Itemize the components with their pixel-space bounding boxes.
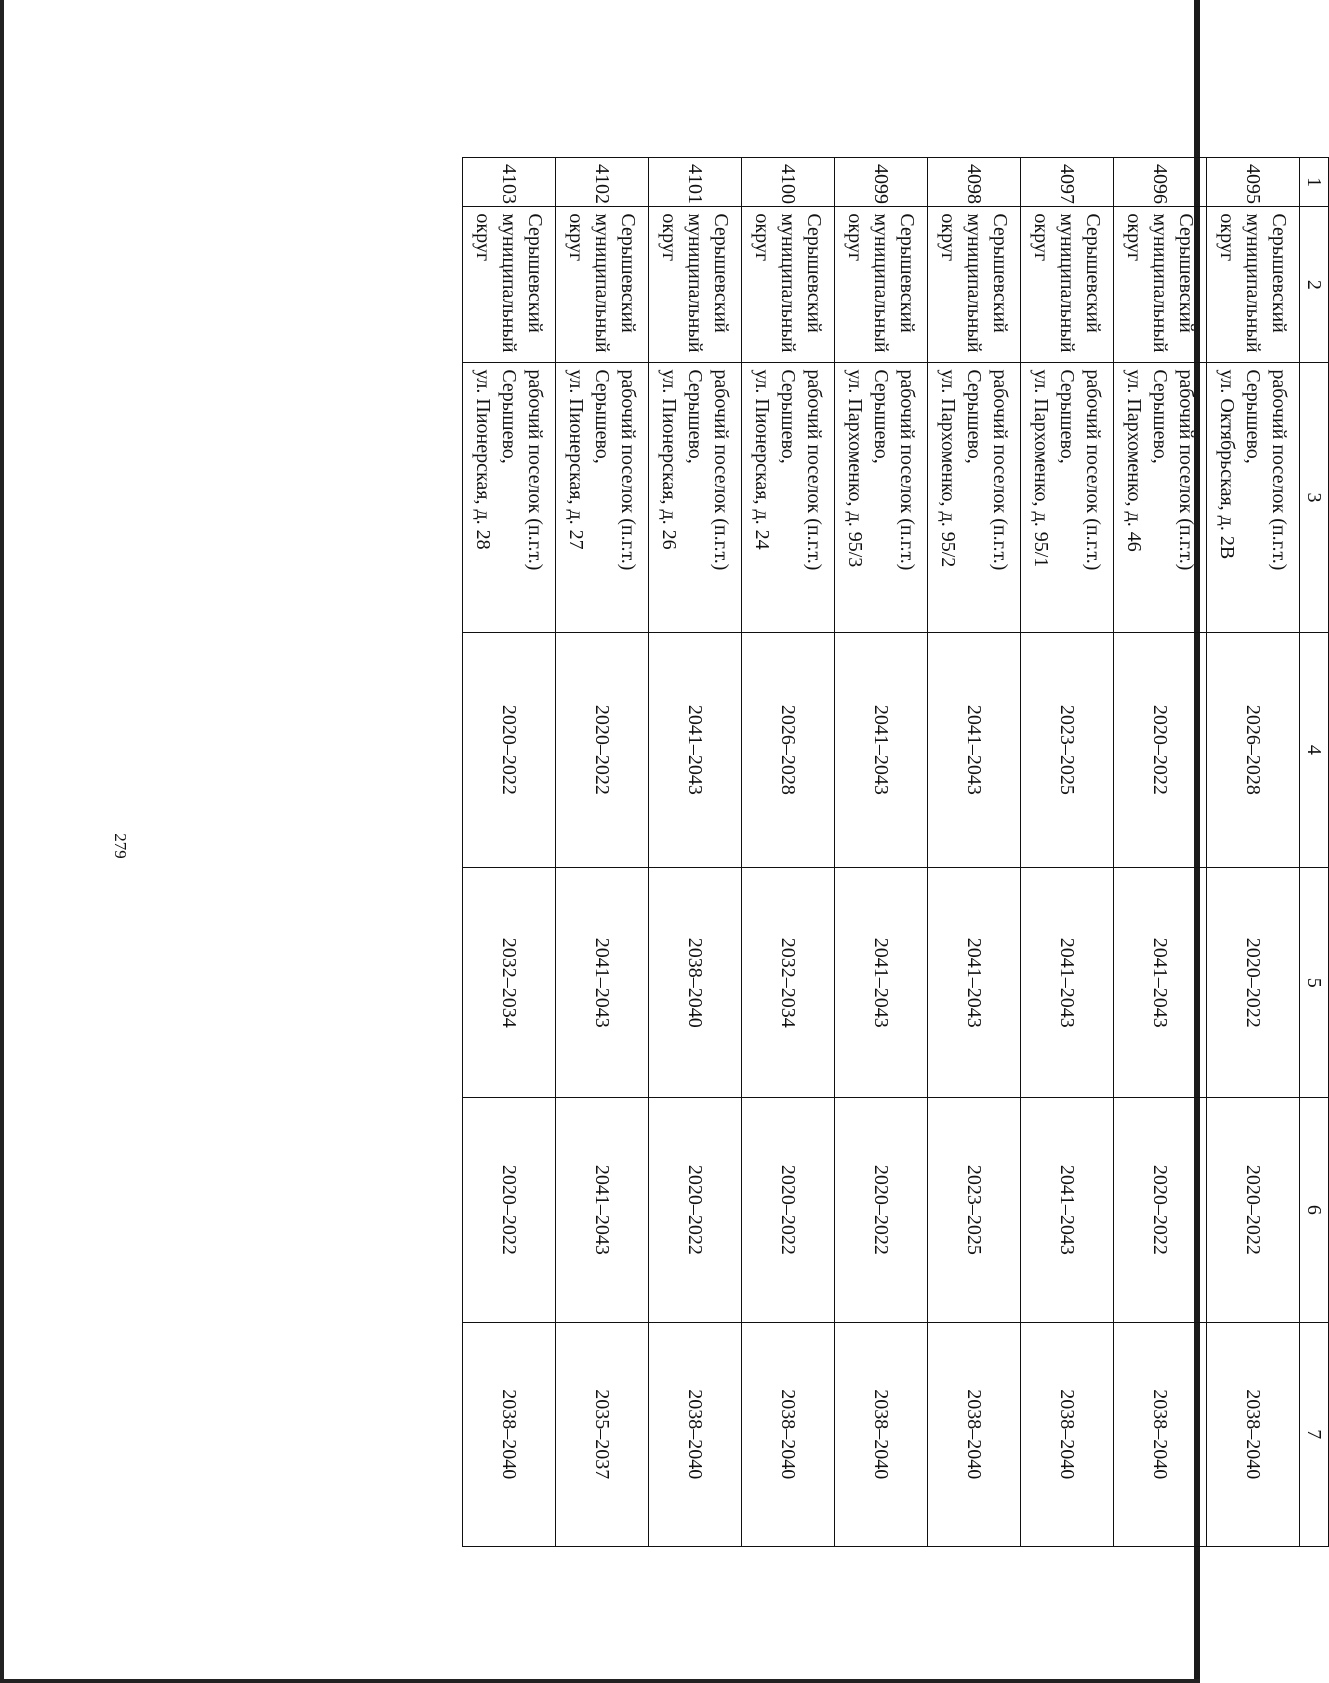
scan-edge-bottom [0,1679,1200,1683]
district-line: Серышевский [989,213,1011,333]
period-cell-col4: 2041–2043 [649,632,742,868]
rotated-table-container [391,157,1329,1547]
district-line: Серышевский [1082,213,1104,333]
scan-edge-left [0,0,4,1683]
table-row [463,158,556,1547]
district-cell [742,207,835,363]
header-cell: 5 [1300,868,1329,1098]
district-line: муниципальный [684,213,706,353]
district-line: округ [658,213,680,262]
address-cell [1207,363,1300,632]
address-cell [463,363,556,632]
address-cell [928,363,1021,632]
district-line: округ [1123,213,1145,262]
address-line: рабочий поселок (п.г.т.) [896,369,918,571]
period-cell-col4: 2041–2043 [835,632,928,868]
district-line: округ [844,213,866,262]
period-cell-col5: 2041–2043 [928,868,1021,1098]
district-line: округ [472,213,494,262]
row-id-cell: 4098 [928,158,1021,207]
district-line: Серышевский [803,213,825,333]
table-header-row [1300,158,1329,1547]
district-line: муниципальный [498,213,520,353]
table-row [556,158,649,1547]
district-cell [928,207,1021,363]
address-cell [835,363,928,632]
period-cell-col5: 2041–2043 [1021,868,1114,1098]
period-cell-col5: 2041–2043 [556,868,649,1098]
period-cell-col4: 2020–2022 [1114,632,1207,868]
district-cell [1021,207,1114,363]
row-id-cell: 4099 [835,158,928,207]
address-line: Серышево, [591,369,613,464]
address-line: Серышево, [684,369,706,464]
period-cell-col7: 2038–2040 [463,1322,556,1546]
housing-repair-schedule-table [462,157,1329,1547]
header-cell: 7 [1300,1322,1329,1546]
header-cell: 3 [1300,363,1329,632]
district-line: округ [1030,213,1052,262]
period-cell-col4: 2020–2022 [556,632,649,868]
header-cell: 2 [1300,207,1329,363]
district-cell [463,207,556,363]
period-cell-col6: 2020–2022 [1207,1098,1300,1322]
period-cell-col6: 2041–2043 [556,1098,649,1322]
address-line: рабочий поселок (п.г.т.) [524,369,546,571]
address-line: ул. Пионерская, д. 28 [472,369,494,550]
district-line: муниципальный [777,213,799,353]
district-line: округ [937,213,959,262]
district-line: Серышевский [896,213,918,333]
period-cell-col7: 2038–2040 [742,1322,835,1546]
address-line: Серышево, [1149,369,1171,464]
address-line: рабочий поселок (п.г.т.) [617,369,639,571]
district-cell [1114,207,1207,363]
page-number: 279 [111,833,130,859]
address-line: ул. Пархоменко, д. 95/1 [1030,369,1052,568]
address-line: рабочий поселок (п.г.т.) [1082,369,1104,571]
period-cell-col6: 2020–2022 [463,1098,556,1322]
period-cell-col4: 2020–2022 [463,632,556,868]
address-cell [1021,363,1114,632]
address-cell [742,363,835,632]
period-cell-col5: 2041–2043 [1114,868,1207,1098]
address-line: рабочий поселок (п.г.т.) [1268,369,1290,571]
address-line: Серышево, [498,369,520,464]
period-cell-col5: 2032–2034 [463,868,556,1098]
period-cell-col7: 2038–2040 [835,1322,928,1546]
address-line: ул. Пионерская, д. 27 [565,369,587,550]
district-line: муниципальный [1242,213,1264,353]
period-cell-col5: 2020–2022 [1207,868,1300,1098]
table-row [928,158,1021,1547]
header-cell: 4 [1300,632,1329,868]
period-cell-col7: 2038–2040 [1021,1322,1114,1546]
address-line: рабочий поселок (п.г.т.) [803,369,825,571]
address-line: ул. Пархоменко, д. 46 [1123,369,1145,552]
row-id-cell: 4103 [463,158,556,207]
district-line: Серышевский [1268,213,1290,333]
period-cell-col6: 2023–2025 [928,1098,1021,1322]
district-line: муниципальный [591,213,613,353]
district-line: муниципальный [1056,213,1078,353]
table-row [1021,158,1114,1547]
period-cell-col6: 2020–2022 [742,1098,835,1322]
period-cell-col5: 2038–2040 [649,868,742,1098]
address-line: ул. Пионерская, д. 24 [751,369,773,550]
address-line: рабочий поселок (п.г.т.) [710,369,732,571]
address-line: Серышево, [1242,369,1264,464]
row-id-cell: 4102 [556,158,649,207]
period-cell-col5: 2032–2034 [742,868,835,1098]
period-cell-col6: 2020–2022 [1114,1098,1207,1322]
row-id-cell: 4096 [1114,158,1207,207]
district-line: округ [751,213,773,262]
period-cell-col4: 2041–2043 [928,632,1021,868]
period-cell-col4: 2026–2028 [742,632,835,868]
district-line: муниципальный [963,213,985,353]
district-line: округ [1216,213,1238,262]
table-row [742,158,835,1547]
period-cell-col7: 2035–2037 [556,1322,649,1546]
district-cell [556,207,649,363]
period-cell-col6: 2020–2022 [835,1098,928,1322]
period-cell-col6: 2041–2043 [1021,1098,1114,1322]
row-id-cell: 4100 [742,158,835,207]
address-line: ул. Пархоменко, д. 95/2 [937,369,959,568]
district-line: Серышевский [524,213,546,333]
table-row [1207,158,1300,1547]
period-cell-col6: 2020–2022 [649,1098,742,1322]
period-cell-col7: 2038–2040 [1207,1322,1300,1546]
district-line: Серышевский [1175,213,1197,333]
address-cell [1114,363,1207,632]
address-line: ул. Пархоменко, д. 95/3 [844,369,866,568]
table-row [649,158,742,1547]
address-line: Серышево, [870,369,892,464]
row-id-cell: 4101 [649,158,742,207]
table-row [835,158,928,1547]
address-line: Серышево, [1056,369,1078,464]
period-cell-col7: 2038–2040 [649,1322,742,1546]
row-id-cell: 4095 [1207,158,1300,207]
address-cell [556,363,649,632]
header-cell: 1 [1300,158,1329,207]
district-cell [649,207,742,363]
period-cell-col7: 2038–2040 [928,1322,1021,1546]
address-line: ул. Пионерская, д. 26 [658,369,680,550]
address-line: рабочий поселок (п.г.т.) [1175,369,1197,571]
district-line: муниципальный [1149,213,1171,353]
district-line: округ [565,213,587,262]
period-cell-col5: 2041–2043 [835,868,928,1098]
district-cell [1207,207,1300,363]
address-line: рабочий поселок (п.г.т.) [989,369,1011,571]
row-id-cell: 4097 [1021,158,1114,207]
district-cell [835,207,928,363]
address-line: Серышево, [777,369,799,464]
header-cell: 6 [1300,1098,1329,1322]
district-line: Серышевский [710,213,732,333]
table-row [1114,158,1207,1547]
period-cell-col4: 2023–2025 [1021,632,1114,868]
period-cell-col4: 2026–2028 [1207,632,1300,868]
address-cell [649,363,742,632]
address-line: Серышево, [963,369,985,464]
address-line: ул. Октябрьская, д. 2В [1216,369,1238,560]
period-cell-col7: 2038–2040 [1114,1322,1207,1546]
district-line: Серышевский [617,213,639,333]
district-line: муниципальный [870,213,892,353]
